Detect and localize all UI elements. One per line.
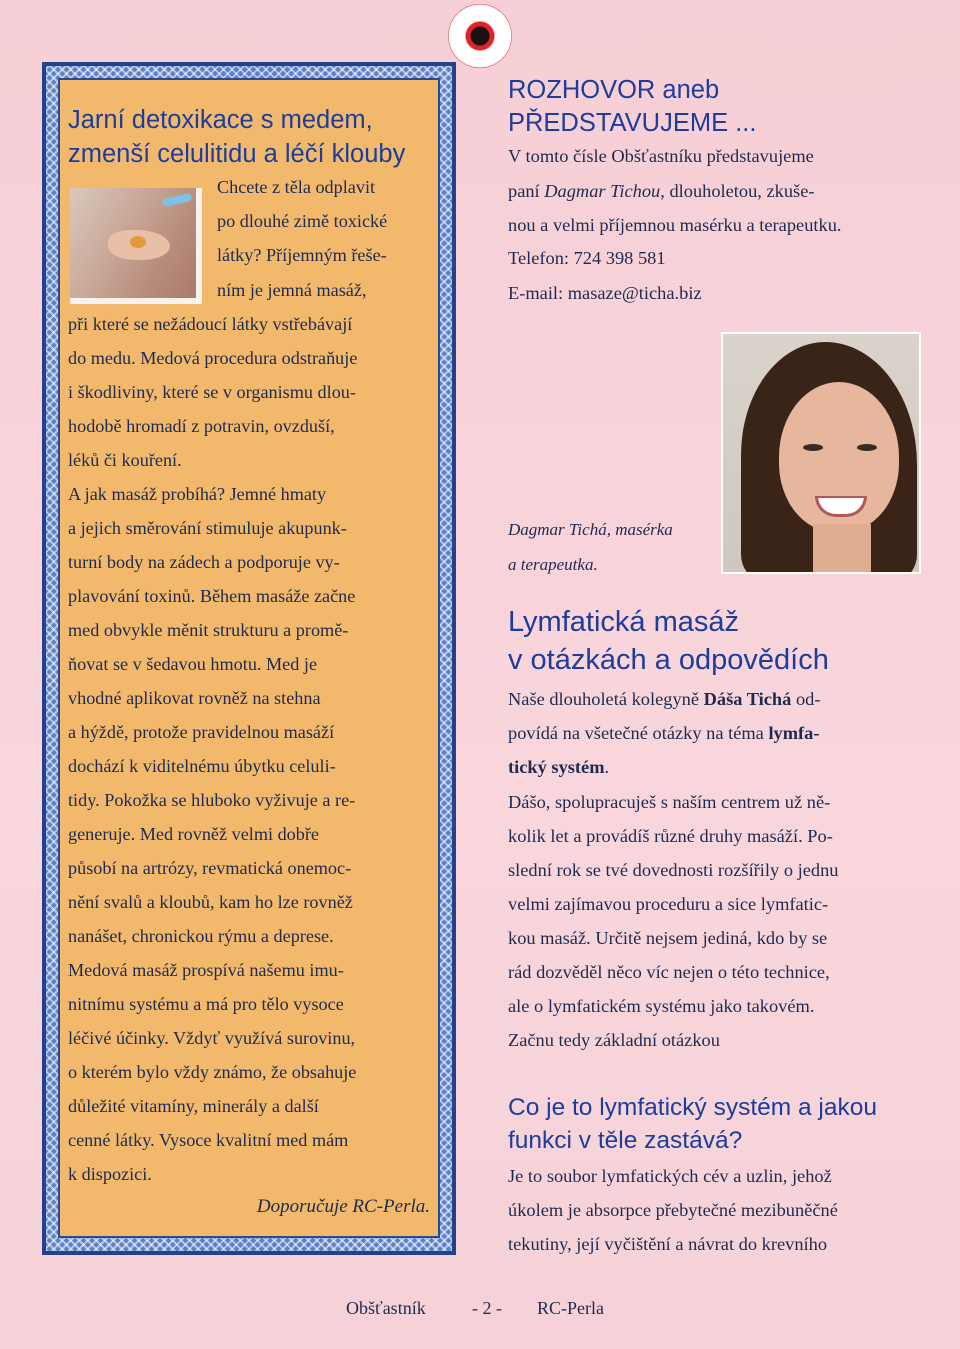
portrait-eye bbox=[857, 444, 877, 451]
body-text: od- bbox=[791, 689, 821, 709]
text-line: působí na artrózy, revmatická onemoc- bbox=[68, 858, 352, 878]
intro-line bbox=[508, 181, 815, 202]
body-line: rád dozvěděl něco víc nejen o této technice, bbox=[508, 962, 830, 982]
rc-perla-logo bbox=[448, 4, 512, 68]
heading-line: Co je to lymfatický systém a jakou bbox=[508, 1094, 877, 1121]
text-line: vhodné aplikovat rovněž na stehna bbox=[68, 688, 321, 708]
footer-publisher: RC-Perla bbox=[537, 1298, 604, 1318]
answer-line: tekutiny, její vyčištění a návrat do krevního bbox=[508, 1234, 828, 1254]
body-line: velmi zajímavou proceduru a sice lymfatic- bbox=[508, 894, 829, 914]
intro-text: paní bbox=[508, 181, 545, 201]
text-line: Chcete z těla odplavit bbox=[217, 177, 376, 197]
text-line: plavování toxinů. Během masáže začne bbox=[68, 586, 356, 606]
interviewee-name: Dagmar Tichou bbox=[544, 181, 661, 201]
body-line: kolik let a provádíš různé druhy masáží. Po- bbox=[508, 826, 833, 846]
question-heading bbox=[508, 1091, 877, 1157]
text-line: nitnímu systému a má pro tělo vysoce bbox=[68, 994, 344, 1014]
text-line: ňovat se v šedavou hmotu. Med je bbox=[68, 654, 318, 674]
body-line: slední rok se tvé dovednosti rozšířily o jednu bbox=[508, 860, 839, 880]
footer-publication: Obšťastník bbox=[346, 1298, 426, 1318]
page-number: - 2 - bbox=[472, 1298, 502, 1318]
heading-line: ROZHOVOR aneb bbox=[508, 76, 720, 104]
logo-name: PERLA bbox=[468, 54, 497, 63]
title-line: zmenší celulitidu a léčí klouby bbox=[68, 140, 406, 168]
body-text: Naše dlouholetá kolegyně bbox=[508, 689, 704, 709]
text-line: tidy. Pokožka se hluboko vyživuje a re- bbox=[68, 790, 356, 810]
text-line: k dispozici. bbox=[68, 1164, 152, 1184]
answer-line: Je to soubor lymfatických cév a uzlin, jehož bbox=[508, 1166, 832, 1186]
portrait-eye bbox=[803, 444, 823, 451]
heading-line: v otázkách a odpovědích bbox=[508, 644, 829, 676]
body-line: kou masáž. Určitě nejsem jediná, kdo by se bbox=[508, 928, 828, 948]
left-article-title bbox=[68, 103, 438, 171]
body-line: ale o lymfatickém systému jako takovém. bbox=[508, 996, 815, 1016]
honey-massage-photo bbox=[70, 188, 202, 304]
spoon-shape bbox=[161, 193, 192, 207]
text-line: a jejich směrování stimuluje akupunk- bbox=[68, 518, 347, 538]
intro-line: V tomto čísle Obšťastníku představujeme bbox=[508, 146, 814, 166]
text-line: i škodliviny, které se v organismu dlou- bbox=[68, 382, 356, 402]
heading-line: PŘEDSTAVUJEME ... bbox=[508, 109, 757, 137]
body-line: Dášo, spolupracuješ s naším centrem už ně- bbox=[508, 792, 831, 812]
text-line: dochází k viditelnému úbytku celuli- bbox=[68, 756, 336, 776]
intro-line: nou a velmi příjemnou masérku a terapeutku. bbox=[508, 215, 842, 235]
heading-line: Lymfatická masáž bbox=[508, 606, 739, 638]
text-line: nanášet, chronickou rýmu a deprese. bbox=[68, 926, 334, 946]
title-line: Jarní detoxikace s medem, bbox=[68, 106, 373, 134]
text-line: a hýždě, protože pravidelnou masáží bbox=[68, 722, 335, 742]
portrait-neck bbox=[813, 524, 871, 574]
text-line: nění svalů a kloubů, kam ho lze rovněž bbox=[68, 892, 353, 912]
article-signature: Doporučuje RC-Perla. bbox=[256, 1196, 430, 1217]
text-line: hodobě hromadí z potravin, ovzduší, bbox=[68, 416, 335, 436]
topic-bold: tický systém bbox=[508, 757, 605, 777]
email-line: E-mail: masaze@ticha.biz bbox=[508, 283, 702, 303]
text-line: turní body na zádech a podporuje vy- bbox=[68, 552, 340, 572]
text-line: při které se nežádoucí látky vstřebávají bbox=[68, 314, 353, 334]
text-line: med obvykle měnit strukturu a promě- bbox=[68, 620, 349, 640]
text-line: do medu. Medová procedura odstraňuje bbox=[68, 348, 358, 368]
body-line: Začnu tedy základní otázkou bbox=[508, 1030, 720, 1050]
intro-text: , dlouholetou, zkuše- bbox=[660, 181, 815, 201]
text-line: léčivé účinky. Vždyť využívá surovinu, bbox=[68, 1028, 356, 1048]
photo-caption-line: Dagmar Tichá, masérka bbox=[508, 520, 673, 539]
heading-line: funkci v těle zastává? bbox=[508, 1127, 743, 1154]
text-line: po dlouhé zimě toxické bbox=[217, 211, 388, 231]
answer-line: úkolem je absorpce přebytečné mezibuněčné bbox=[508, 1200, 838, 1220]
body-text: povídá na všetečné otázky na téma bbox=[508, 723, 769, 743]
text-line: cenné látky. Vysoce kvalitní med mám bbox=[68, 1130, 349, 1150]
body-line bbox=[508, 689, 820, 710]
portrait-photo bbox=[721, 332, 921, 574]
phone-line: Telefon: 724 398 581 bbox=[508, 248, 666, 268]
colleague-name: Dáša Tichá bbox=[703, 689, 792, 709]
text-line: generuje. Med rovněž velmi dobře bbox=[68, 824, 319, 844]
body-line bbox=[508, 723, 820, 744]
lymph-heading bbox=[508, 603, 829, 679]
photo-caption-line: a terapeutka. bbox=[508, 555, 598, 574]
topic-bold: lymfa- bbox=[768, 723, 820, 743]
interview-heading bbox=[508, 74, 756, 140]
text-line: látky? Příjemným řeše- bbox=[217, 245, 387, 265]
text-line: Medová masáž prospívá našemu imu- bbox=[68, 960, 344, 980]
body-text: . bbox=[604, 757, 610, 777]
text-line: ním je jemná masáž, bbox=[217, 280, 367, 300]
text-line: důležité vitamíny, minerály a další bbox=[68, 1096, 319, 1116]
body-line bbox=[508, 757, 609, 778]
text-line: A jak masáž probíhá? Jemné hmaty bbox=[68, 484, 327, 504]
honey-drop bbox=[130, 236, 146, 248]
text-line: léků či kouření. bbox=[68, 450, 182, 470]
text-line: o kterém bylo vždy známo, že obsahuje bbox=[68, 1062, 357, 1082]
